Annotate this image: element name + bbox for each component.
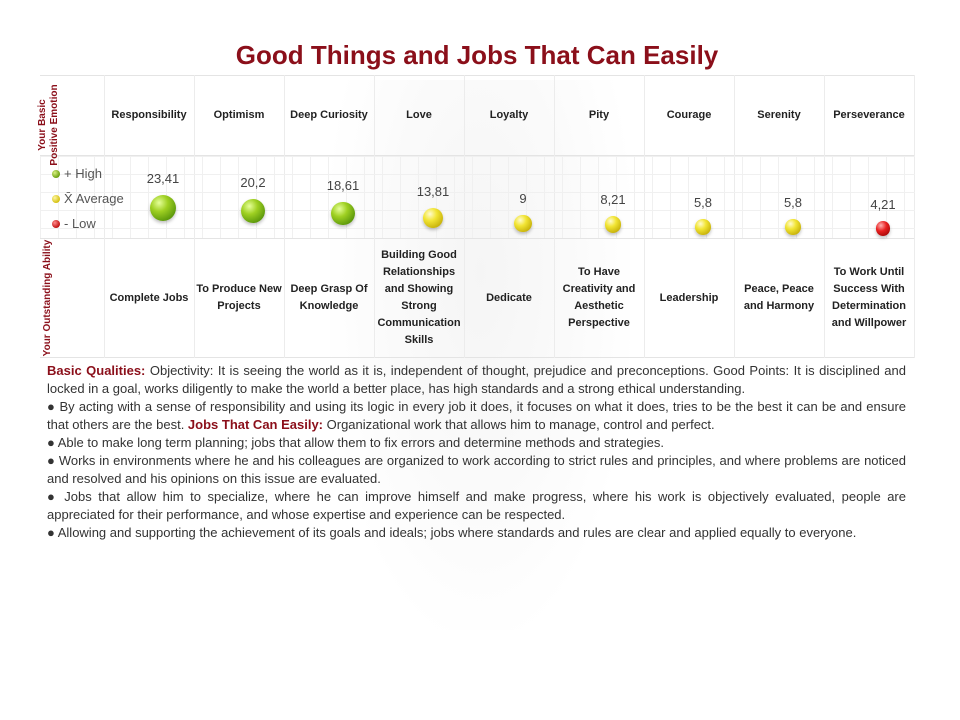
grid-line <box>220 156 221 238</box>
grid-line <box>238 156 239 238</box>
grid-line <box>184 156 185 238</box>
grid-line <box>652 156 653 238</box>
data-point <box>695 219 710 234</box>
grid-line <box>40 357 915 358</box>
ability-cell: Building Good Relationships and Showing Strong Communication Skills <box>377 249 461 346</box>
grid-line <box>670 156 671 238</box>
basic-qualities-label: Basic Qualities: <box>47 363 146 378</box>
ability-cell: Dedicate <box>486 291 532 304</box>
grid-line <box>40 192 915 193</box>
page-title: Good Things and Jobs That Can Easily <box>235 40 719 70</box>
data-point <box>605 216 622 233</box>
grid-line <box>760 156 761 238</box>
data-point <box>331 202 354 225</box>
ability-cell: Peace, Peace and Harmony <box>743 283 815 312</box>
data-label: 23,41 <box>146 171 180 186</box>
grid-line <box>562 156 563 238</box>
data-label: 9 <box>519 190 527 206</box>
data-point <box>150 195 176 221</box>
bullet-2: ● Able to make long term planning; jobs that allow them to fix errors and determine methods and strategies. <box>47 435 665 450</box>
data-label: 20,2 <box>240 175 266 191</box>
grid-line <box>580 156 581 238</box>
emotion-header: Responsibility <box>111 109 187 121</box>
grid-line <box>490 156 491 238</box>
legend-low-marker <box>52 220 60 228</box>
grid-line <box>310 156 311 238</box>
grid-line <box>292 156 293 238</box>
legend-high-marker <box>52 170 60 178</box>
grid-line <box>130 156 131 238</box>
emotion-header: Courage <box>666 109 712 121</box>
data-label: 8,21 <box>600 191 626 207</box>
grid-line <box>328 156 329 238</box>
data-label: 13,81 <box>416 184 450 200</box>
legend-low-label: - Low <box>64 216 96 231</box>
grid-line <box>914 75 915 358</box>
legend-average-label: X̄ Average <box>64 191 124 206</box>
legend-high-label: + High <box>64 166 102 181</box>
grid-line <box>382 156 383 238</box>
bullet-1-text: ● By acting with a sense of responsibility and using its logic in every job it does, it focuses on what it does, tries to be the best it can be and ensure that others are the best. <box>47 399 906 432</box>
emotion-header: Optimism <box>213 109 265 121</box>
grid-line <box>256 156 257 238</box>
data-point <box>514 215 531 232</box>
jobs-label: Jobs That Can Easily: <box>187 417 324 432</box>
emotion-header: Perseverance <box>833 109 905 121</box>
row-header-emotion: Your Basic Positive Emotion <box>37 84 60 166</box>
legend-average-marker <box>52 195 60 203</box>
ability-cell: Deep Grasp Of Knowledge <box>290 283 368 312</box>
legend-low <box>52 216 96 231</box>
grid-line <box>472 156 473 238</box>
data-label: 18,61 <box>326 177 360 193</box>
ability-cell: To Work Until Success With Determination and Willpower <box>831 266 907 329</box>
bullet-3: ● Works in environments where he and his colleagues are organized to work according to strict rules and principles, and where problems are noticed and resolved and his opinions on this issue are evaluated. <box>47 453 906 486</box>
row-header-ability: Your Outstanding Ability <box>42 239 53 357</box>
grid-line <box>40 228 915 229</box>
legend-average <box>52 191 124 206</box>
grid-line <box>364 156 365 238</box>
ability-cell: Complete Jobs <box>109 291 189 304</box>
ability-cell: To Produce New Projects <box>196 283 282 312</box>
legend-high <box>52 166 102 181</box>
ability-cell: To Have Creativity and Aesthetic Perspective <box>562 266 636 329</box>
grid-line <box>400 156 401 238</box>
description-text <box>47 362 906 542</box>
bullet-4: ● Jobs that allow him to specialize, where he can improve himself and make progress, where his work is objectively evaluated, people are appreciated for their performance, and whose expertise and experience can be respected. <box>47 489 906 522</box>
ability-cell: Leadership <box>659 291 719 304</box>
grid-line <box>274 156 275 238</box>
bullet-5: ● Allowing and supporting the achievement of its goals and ideals; jobs where standards and rules are clear and applied equally to everyone. <box>47 525 857 540</box>
emotion-header: Love <box>406 109 432 121</box>
grid-line <box>202 156 203 238</box>
emotion-header: Pity <box>588 109 610 121</box>
data-label: 5,8 <box>693 195 713 211</box>
basic-qualities-text: Objectivity: It is seeing the world as it is, independent of thought, prejudice and preconceptions. Good Points: It is disciplined and locked in a goal, works diligently to make the world a better place, has high standards and a strong ethical understanding. <box>47 363 906 396</box>
emotion-header: Serenity <box>757 109 801 121</box>
grid-line <box>40 238 915 239</box>
data-label: 4,21 <box>870 197 896 213</box>
data-label: 5,8 <box>783 195 803 211</box>
data-point <box>785 219 800 234</box>
grid-line <box>40 156 915 157</box>
grid-line <box>832 156 833 238</box>
emotion-header: Deep Curiosity <box>290 109 368 121</box>
grid-line <box>742 156 743 238</box>
jobs-text: Organizational work that allows him to manage, control and perfect. <box>323 417 715 432</box>
grid-line <box>148 156 149 238</box>
grid-line <box>346 156 347 238</box>
grid-line <box>850 156 851 238</box>
emotion-header: Loyalty <box>489 109 529 121</box>
data-point <box>876 221 891 236</box>
